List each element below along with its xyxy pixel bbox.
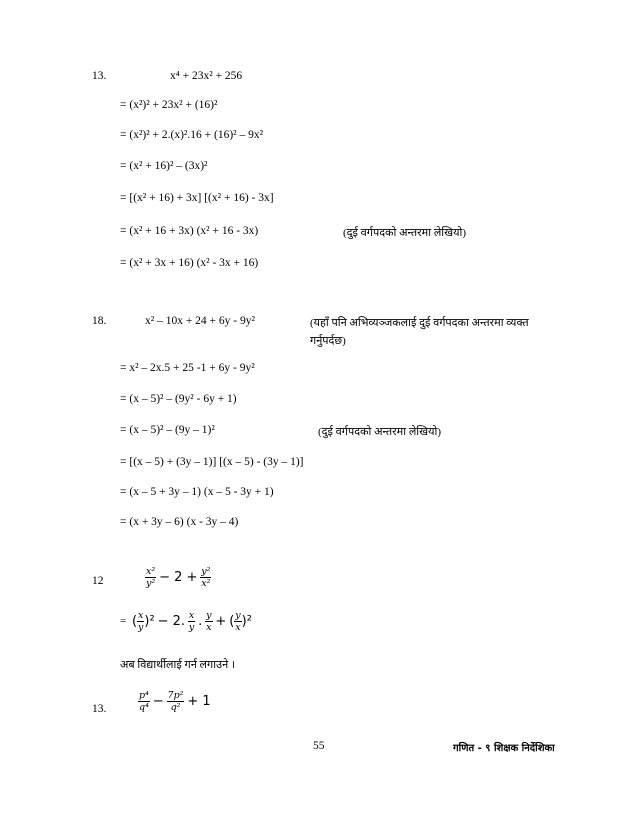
problem-number: 18. [92,315,107,327]
operator: − 2. [157,614,186,629]
denominator: x² [201,578,211,589]
denominator: y² [146,578,156,589]
fraction [205,610,212,633]
problem-expression [138,690,211,713]
fraction [167,690,185,713]
solution-step: = x² – 2x.5 + 25 -1 + 6y - 9y² [120,362,255,374]
numerator: x [138,610,144,621]
instruction-text: अब विद्यार्थीलाई गर्न लगाउने । [120,659,236,671]
operator: + 1 [187,694,211,709]
close-paren: ) [144,614,150,629]
problem-expression: x⁴ + 23x² + 256 [170,70,243,82]
solution-step: = [(x – 5) + (3y – 1)] [(x – 5) - (3y – 1)] [120,456,304,468]
solution-step: = (x² + 3x + 16) (x² - 3x + 16) [120,257,259,269]
solution-step: = (x – 5)² – (9y – 1)² [120,424,215,436]
numerator: x² [146,566,156,577]
operator: − 2 + [159,570,198,585]
operator: . [198,614,203,629]
solution-step: = (x²)² + 23x² + (16)² [120,99,218,111]
side-note: (दुई वर्गपदको अन्तरमा लेखियो) [318,426,442,438]
solution-step: = (x² + 16)² – (3x)² [120,160,208,172]
footer-title: गणित - ९ शिक्षक निर्देशिका [453,743,555,754]
fraction [200,566,211,589]
side-note: (दुई वर्गपदको अन्तरमा लेखियो) [343,227,467,239]
problem-expression: x² – 10x + 24 + 6y - 9y² [145,315,255,327]
operator: + [215,614,227,629]
denominator: y [138,622,144,633]
numerator: p⁴ [139,690,149,701]
solution-step [120,610,252,633]
problem-number: 12 [92,575,104,587]
fraction [145,566,156,589]
problem-number: 13. [92,70,107,82]
problem-number: 13. [92,703,107,715]
close-paren: ) [241,614,247,629]
fraction [234,610,241,633]
fraction [188,610,195,633]
exponent: ² [149,614,155,629]
numerator: y [206,610,212,621]
operator: − [152,694,164,709]
problem-expression [145,566,211,589]
page-number: 55 [313,740,325,752]
solution-step: = (x – 5)² – (9y² - 6y + 1) [120,393,237,405]
denominator: x [206,622,212,633]
solution-step: = (x – 5 + 3y – 1) (x – 5 - 3y + 1) [120,486,274,498]
solution-step: = (x² + 16 + 3x) (x² + 16 - 3x) [120,225,259,237]
numerator: y [235,610,241,621]
denominator: q² [170,702,181,713]
solution-step: = (x²)² + 2.(x)².16 + (16)² – 9x² [120,129,264,141]
fraction [138,690,150,713]
open-paren: ( [229,614,235,629]
denominator: x [235,622,241,633]
numerator: y² [201,566,211,577]
denominator: y [188,622,195,633]
denominator: q⁴ [139,702,149,713]
side-note: गर्नुपर्दछ) [310,335,346,347]
solution-step: = [(x² + 16) + 3x] [(x² + 16) - 3x] [120,192,274,204]
numerator: x [188,610,195,621]
solution-step: = (x + 3y – 6) (x - 3y – 4) [120,516,239,528]
exponent: ² [246,614,252,629]
open-paren: ( [131,614,138,629]
numerator: 7p² [167,690,184,701]
side-note: (यहाँ पनि अभिव्यञ्जकलाई दुई वर्गपदका अन्तरमा व्यक्त [310,317,529,329]
equals-sign: = [120,615,127,628]
